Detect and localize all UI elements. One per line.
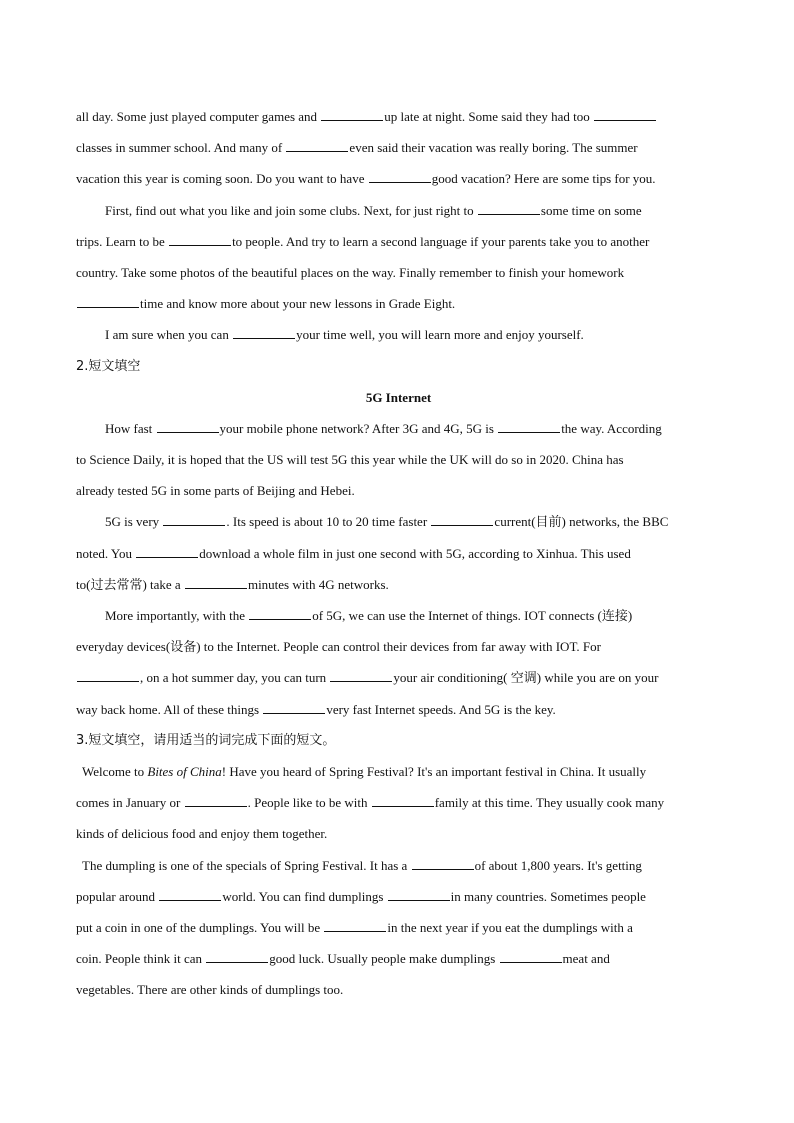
text-run: your air conditioning( 空调) while you are on your xyxy=(393,670,659,686)
text-run: First, find out what you like and join some clubs. Next, for just right to xyxy=(105,202,477,218)
section1-line xyxy=(76,195,721,226)
text-run: country. Take some photos of the beautiful places on the way. Finally remember to finish your homework xyxy=(76,264,625,280)
answer-blank[interactable] xyxy=(159,889,221,901)
text-run: time and know more about your new lessons in Grade Eight. xyxy=(140,296,456,312)
answer-blank[interactable] xyxy=(478,203,540,215)
text-run: up late at night. Some said they had too xyxy=(384,109,593,124)
section3-line xyxy=(76,787,721,818)
text-run: all day. Some just played computer games and xyxy=(76,109,321,124)
text-run: some time on some xyxy=(540,202,642,218)
text-run: comes in January or xyxy=(76,795,184,811)
section2-line xyxy=(76,413,721,444)
text-run: vegetables. There are other kinds of dumplings too. xyxy=(76,982,344,998)
text-run: in many countries. Sometimes people xyxy=(450,888,646,904)
text-run: vacation this year is coming soon. Do you want to have xyxy=(76,171,368,187)
text-run: your mobile phone network? After 3G and 4G, 5G is xyxy=(219,420,498,436)
answer-blank[interactable] xyxy=(498,421,560,433)
text-run: put a coin in one of the dumplings. You will be xyxy=(76,919,324,935)
text-run: world. You can find dumplings xyxy=(222,888,387,904)
answer-blank[interactable] xyxy=(77,670,139,682)
section2-line xyxy=(76,444,721,475)
text-run: good luck. Usually people make dumplings xyxy=(269,951,499,967)
text-run: very fast Internet speeds. And 5G is the key. xyxy=(326,701,556,717)
text-run: . Its speed is about 10 to 20 time faster xyxy=(226,514,431,530)
section-3-heading: 3.短文填空，请用适当的词完成下面的短文。 xyxy=(76,732,336,748)
text-run: download a whole film in just one second with 5G, according to Xinhua. This used xyxy=(199,545,631,561)
text-run: to Science Daily, it is hoped that the US will test 5G this year while the UK will do so in 2020. China has xyxy=(76,452,624,468)
section3-line xyxy=(76,912,721,943)
answer-blank[interactable] xyxy=(169,234,231,246)
section-2 xyxy=(76,413,721,725)
answer-blank[interactable] xyxy=(412,858,474,870)
text-run: 5G is very xyxy=(105,514,163,530)
text-run: the way. According xyxy=(561,420,662,436)
section1-line xyxy=(76,288,721,319)
text-run: classes in summer school. And many of xyxy=(76,140,286,156)
answer-blank[interactable] xyxy=(77,296,139,308)
text-run: meat and xyxy=(562,951,610,967)
text-run: . People like to be with xyxy=(247,795,371,811)
section3-line xyxy=(76,974,721,1005)
text-run: to people. And try to learn a second language if your parents take you to another xyxy=(232,233,650,249)
text-run: of 5G, we can use the Internet of things. IOT connects (连接) xyxy=(312,608,633,623)
section3-line xyxy=(76,818,721,849)
section2-line xyxy=(76,631,721,662)
text-run: noted. You xyxy=(76,545,136,561)
answer-blank[interactable] xyxy=(163,514,225,526)
text-run: in the next year if you eat the dumplings with a xyxy=(387,919,633,935)
section1-line xyxy=(76,257,721,288)
text-run: More importantly, with the xyxy=(105,608,249,623)
section-2-heading: 2.短文填空 xyxy=(76,358,141,374)
section2-line xyxy=(76,662,721,693)
section2-line xyxy=(76,600,721,631)
text-run: Welcome to xyxy=(82,763,148,779)
text-run: of about 1,800 years. It's getting xyxy=(474,857,642,873)
text-run: The dumpling is one of the specials of Spring Festival. It has a xyxy=(82,857,411,873)
answer-blank[interactable] xyxy=(249,608,311,620)
section1-line xyxy=(76,226,721,257)
section3-line xyxy=(76,756,721,787)
section2-line xyxy=(76,538,721,569)
section2-line xyxy=(76,475,721,506)
worksheet-page xyxy=(76,101,721,1005)
text-run: to(过去常常) take a xyxy=(76,576,184,592)
text-run: trips. Learn to be xyxy=(76,233,169,249)
text-run: way back home. All of these things xyxy=(76,701,263,717)
text-run: coin. People think it can xyxy=(76,951,206,967)
answer-blank[interactable] xyxy=(594,109,656,121)
italic-title: Bites of China xyxy=(147,763,222,779)
text-run: minutes with 4G networks. xyxy=(247,576,389,592)
answer-blank[interactable] xyxy=(233,327,295,339)
section-1 xyxy=(76,101,721,351)
answer-blank[interactable] xyxy=(330,670,392,682)
section2-line xyxy=(76,694,721,725)
section1-line xyxy=(76,101,721,132)
section1-line xyxy=(76,319,721,350)
answer-blank[interactable] xyxy=(500,951,562,963)
section2-line xyxy=(76,569,721,600)
answer-blank[interactable] xyxy=(185,795,247,807)
text-run: even said their vacation was really boring. The summer xyxy=(349,140,638,156)
answer-blank[interactable] xyxy=(388,889,450,901)
section3-line xyxy=(76,881,721,912)
section3-line xyxy=(76,850,721,881)
text-run: everyday devices(设备) to the Internet. People can control their devices from far away with IOT. For xyxy=(76,639,601,655)
text-run: How fast xyxy=(105,420,156,436)
answer-blank[interactable] xyxy=(157,421,219,433)
answer-blank[interactable] xyxy=(321,109,383,121)
text-run: family at this time. They usually cook many xyxy=(434,795,665,811)
answer-blank[interactable] xyxy=(136,546,198,558)
answer-blank[interactable] xyxy=(372,795,434,807)
answer-blank[interactable] xyxy=(263,702,325,714)
section-2-title: 5G Internet xyxy=(365,389,432,405)
answer-blank[interactable] xyxy=(324,920,386,932)
text-run: kinds of delicious food and enjoy them together. xyxy=(76,826,328,842)
answer-blank[interactable] xyxy=(206,951,268,963)
text-run: popular around xyxy=(76,888,159,904)
text-run: current(目前) networks, the BBC xyxy=(494,514,669,530)
text-run: already tested 5G in some parts of Beijing and Hebei. xyxy=(76,483,355,499)
text-run: I am sure when you can xyxy=(105,327,233,343)
section1-line xyxy=(76,132,721,163)
section-3 xyxy=(76,756,721,1006)
answer-blank[interactable] xyxy=(185,577,247,589)
text-run: good vacation? Here are some tips for you. xyxy=(431,171,656,187)
section2-line xyxy=(76,506,721,537)
answer-blank[interactable] xyxy=(431,514,493,526)
section3-line xyxy=(76,943,721,974)
answer-blank[interactable] xyxy=(369,171,431,183)
text-run: your time well, you will learn more and enjoy yourself. xyxy=(296,327,584,343)
section1-line xyxy=(76,163,721,194)
text-run: , on a hot summer day, you can turn xyxy=(140,670,330,686)
text-run: ! Have you heard of Spring Festival? It's an important festival in China. It usually xyxy=(221,763,647,779)
answer-blank[interactable] xyxy=(286,140,348,152)
